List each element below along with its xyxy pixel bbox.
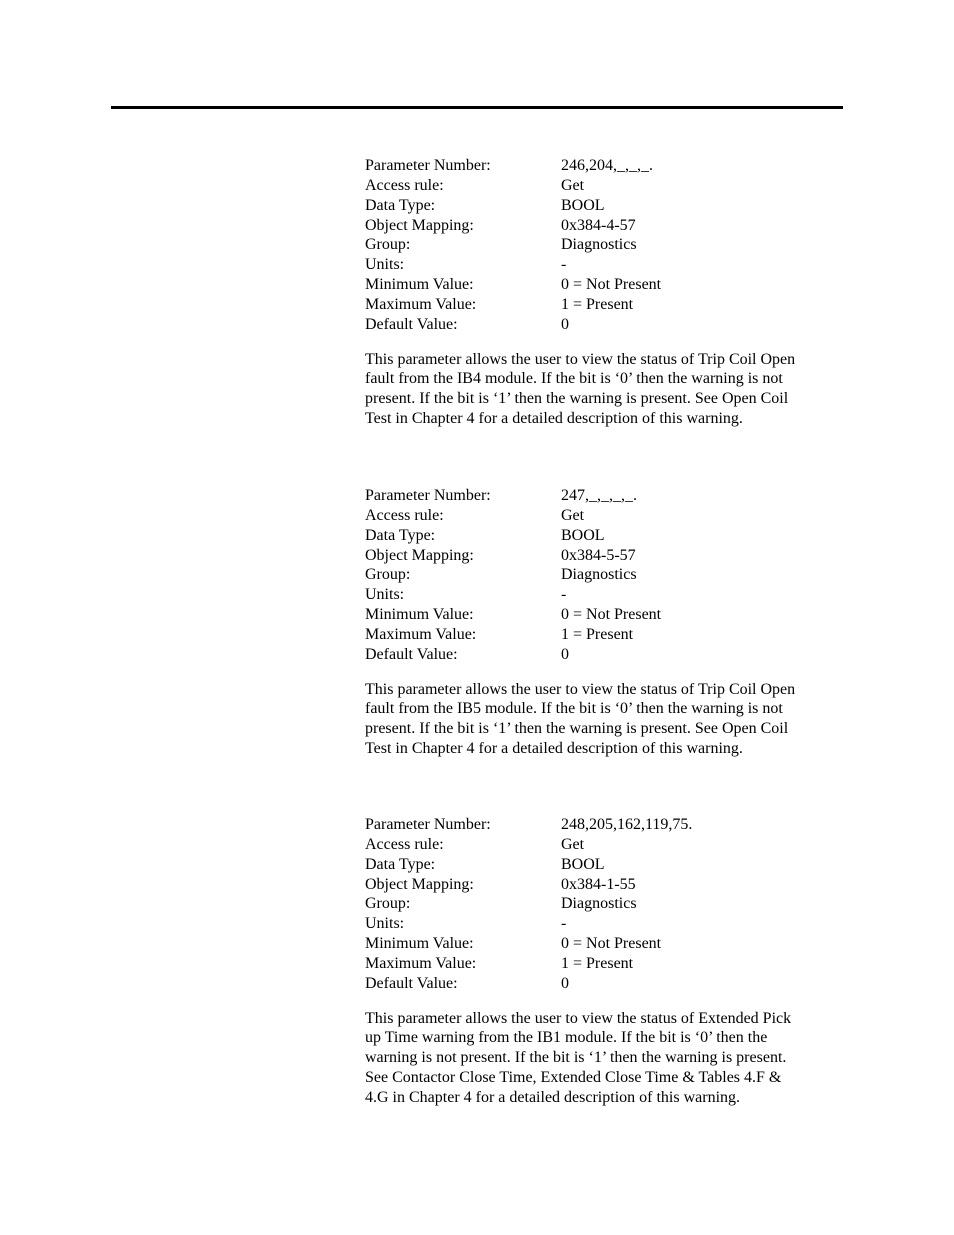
data-type-label: Data Type: [365, 196, 436, 214]
parameter-description [365, 680, 831, 759]
units-row [365, 255, 835, 275]
description-line: This parameter allows the user to view the status of Extended Pick [365, 1009, 792, 1027]
data-type-row [365, 196, 835, 216]
object-mapping-row [365, 216, 835, 236]
minimum-value-label: Minimum Value: [365, 606, 474, 624]
units-row [365, 914, 835, 934]
parameter-number-row [365, 156, 835, 176]
data-type-label: Data Type: [365, 855, 436, 873]
access-rule-row [365, 506, 835, 526]
minimum-value-value: 0 = Not Present [561, 606, 662, 624]
parameter-number-value: 248,205,162,119,75. [561, 816, 693, 833]
data-type-label: Data Type: [365, 526, 436, 544]
default-value-label: Default Value: [365, 974, 458, 992]
units-value: - [561, 256, 567, 274]
access-rule-value: Get [561, 835, 585, 853]
data-type-value: BOOL [561, 855, 605, 873]
units-label: Units: [365, 915, 405, 933]
maximum-value-label: Maximum Value: [365, 295, 477, 313]
parameter-description [365, 1009, 831, 1108]
minimum-value-row [365, 934, 835, 954]
parameter-table [365, 815, 835, 994]
units-label: Units: [365, 256, 405, 274]
parameter-number-row [365, 815, 835, 835]
default-value-row [365, 315, 835, 335]
access-rule-row [365, 835, 835, 855]
default-value-value: 0 [561, 645, 569, 663]
object-mapping-label: Object Mapping: [365, 216, 474, 234]
parameter-number-label: Parameter Number: [365, 487, 491, 504]
default-value-row [365, 974, 835, 994]
group-row [365, 565, 835, 585]
parameter-block [365, 486, 835, 759]
description-line: present. If the bit is ‘1’ then the warning is present. See Open Coil [365, 390, 789, 408]
access-rule-value: Get [561, 506, 585, 524]
units-value: - [561, 586, 567, 604]
object-mapping-row [365, 875, 835, 895]
object-mapping-row [365, 546, 835, 566]
parameter-number-label: Parameter Number: [365, 157, 491, 174]
description-line: up Time warning from the IB1 module. If the bit is ‘0’ then the [365, 1029, 768, 1047]
header-rule [111, 106, 843, 109]
access-rule-row [365, 176, 835, 196]
minimum-value-value: 0 = Not Present [561, 935, 662, 953]
parameter-description [365, 350, 831, 429]
default-value-label: Default Value: [365, 315, 458, 333]
group-row [365, 894, 835, 914]
maximum-value-row [365, 954, 835, 974]
access-rule-value: Get [561, 176, 585, 194]
object-mapping-value: 0x384-4-57 [561, 216, 636, 234]
group-value: Diagnostics [561, 236, 637, 254]
access-rule-label: Access rule: [365, 835, 444, 853]
parameter-table [365, 486, 835, 665]
object-mapping-label: Object Mapping: [365, 875, 474, 893]
parameter-number-label: Parameter Number: [365, 816, 491, 833]
parameter-number-value: 247,_,_,_,_. [561, 487, 637, 504]
object-mapping-value: 0x384-1-55 [561, 875, 636, 893]
minimum-value-label: Minimum Value: [365, 935, 474, 953]
description-line: This parameter allows the user to view the status of Trip Coil Open [365, 350, 796, 368]
maximum-value-label: Maximum Value: [365, 625, 477, 643]
maximum-value-row [365, 625, 835, 645]
parameter-number-row [365, 486, 835, 506]
group-label: Group: [365, 236, 411, 254]
access-rule-label: Access rule: [365, 176, 444, 194]
maximum-value-label: Maximum Value: [365, 954, 477, 972]
parameter-block [365, 156, 835, 429]
description-line: present. If the bit is ‘1’ then the warning is present. See Open Coil [365, 720, 789, 738]
maximum-value-value: 1 = Present [561, 954, 634, 972]
object-mapping-label: Object Mapping: [365, 546, 474, 564]
description-line: Test in Chapter 4 for a detailed description of this warning. [365, 409, 743, 427]
description-line: 4.G in Chapter 4 for a detailed description of this warning. [365, 1088, 741, 1106]
maximum-value-value: 1 = Present [561, 625, 634, 643]
description-line: warning is not present. If the bit is ‘1’ then the warning is present. [365, 1049, 787, 1067]
group-label: Group: [365, 566, 411, 584]
parameter-block [365, 815, 835, 1108]
maximum-value-value: 1 = Present [561, 295, 634, 313]
parameter-number-value: 246,204,_,_,_. [561, 157, 653, 174]
description-line: Test in Chapter 4 for a detailed description of this warning. [365, 739, 743, 757]
group-label: Group: [365, 895, 411, 913]
default-value-label: Default Value: [365, 645, 458, 663]
minimum-value-label: Minimum Value: [365, 276, 474, 294]
default-value-value: 0 [561, 974, 569, 992]
object-mapping-value: 0x384-5-57 [561, 546, 636, 564]
minimum-value-row [365, 275, 835, 295]
parameter-table [365, 156, 835, 335]
data-type-row [365, 855, 835, 875]
description-line: fault from the IB4 module. If the bit is ‘0’ then the warning is not [365, 370, 783, 388]
group-value: Diagnostics [561, 566, 637, 584]
minimum-value-row [365, 605, 835, 625]
access-rule-label: Access rule: [365, 506, 444, 524]
data-type-row [365, 526, 835, 546]
maximum-value-row [365, 295, 835, 315]
description-line: fault from the IB5 module. If the bit is ‘0’ then the warning is not [365, 700, 783, 718]
description-line: This parameter allows the user to view the status of Trip Coil Open [365, 680, 796, 698]
group-value: Diagnostics [561, 895, 637, 913]
minimum-value-value: 0 = Not Present [561, 276, 662, 294]
default-value-row [365, 645, 835, 665]
description-line: See Contactor Close Time, Extended Close Time & Tables 4.F & [365, 1068, 782, 1086]
group-row [365, 235, 835, 255]
units-label: Units: [365, 586, 405, 604]
units-value: - [561, 915, 567, 933]
default-value-value: 0 [561, 315, 569, 333]
data-type-value: BOOL [561, 526, 605, 544]
units-row [365, 585, 835, 605]
data-type-value: BOOL [561, 196, 605, 214]
